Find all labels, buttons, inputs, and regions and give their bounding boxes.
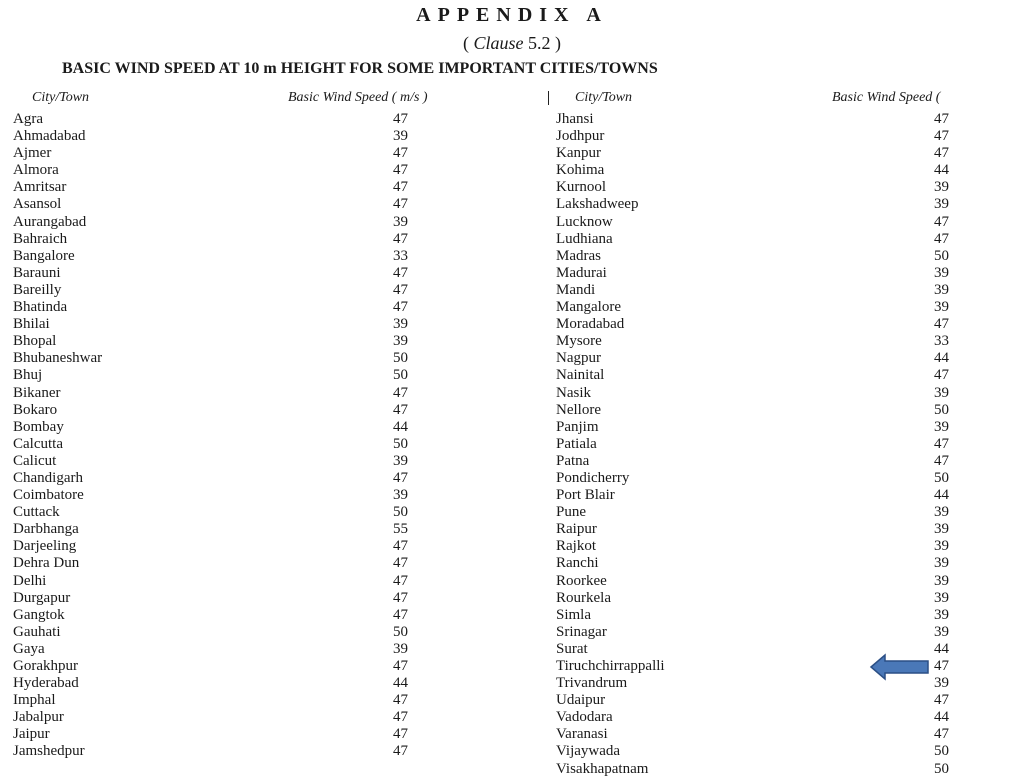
city-name: Ludhiana xyxy=(556,230,613,247)
wind-speed-value: 39 xyxy=(934,418,949,435)
table-row xyxy=(13,419,433,436)
wind-speed-value: 47 xyxy=(934,658,949,674)
city-name: Delhi xyxy=(13,572,47,589)
wind-speed-value: 47 xyxy=(393,384,408,401)
wind-speed-value: 47 xyxy=(393,709,408,726)
wind-speed-value: 39 xyxy=(934,264,949,281)
wind-speed-value: 50 xyxy=(393,504,408,521)
wind-speed-value: 47 xyxy=(393,555,408,572)
table-row xyxy=(556,350,1024,367)
wind-speed-value: 47 xyxy=(393,589,408,606)
table-row xyxy=(13,504,433,521)
city-name: Dehra Dun xyxy=(13,555,80,572)
table-row xyxy=(556,145,1024,162)
city-name: Nellore xyxy=(556,401,601,418)
city-name: Madras xyxy=(556,247,601,264)
city-name: Jabalpur xyxy=(13,709,64,726)
city-name: Amritsar xyxy=(13,179,67,196)
wind-speed-value: 39 xyxy=(934,504,949,521)
wind-speed-value: 44 xyxy=(934,162,949,179)
table-row xyxy=(13,385,433,402)
city-name: Nainital xyxy=(556,367,605,384)
city-name: Jaipur xyxy=(13,726,50,743)
wind-speed-value: 47 xyxy=(934,213,949,230)
clause-number: 5.2 ) xyxy=(523,33,561,53)
wind-speed-value: 47 xyxy=(934,435,949,452)
table-row xyxy=(13,265,433,282)
city-name: Raipur xyxy=(556,521,597,538)
city-name: Lucknow xyxy=(556,213,613,230)
table-row xyxy=(13,641,433,658)
table-row xyxy=(13,726,433,743)
table-row xyxy=(556,111,1024,128)
table-row xyxy=(556,419,1024,436)
wind-speed-value: 47 xyxy=(393,299,408,316)
wind-speed-value: 50 xyxy=(393,367,408,384)
city-name: Bikaner xyxy=(13,384,61,401)
table-row xyxy=(556,521,1024,538)
table-row xyxy=(13,333,433,350)
city-name: Calicut xyxy=(13,452,57,469)
city-name: Nagpur xyxy=(556,350,601,367)
table-row xyxy=(13,282,433,299)
table-row xyxy=(556,641,1024,658)
wind-speed-value: 47 xyxy=(393,264,408,281)
wind-speed-value: 55 xyxy=(393,521,408,538)
table-row xyxy=(13,624,433,641)
wind-speed-value: 47 xyxy=(393,692,408,709)
city-name: Visakhapatnam xyxy=(556,760,649,777)
city-name: Nasik xyxy=(556,384,591,401)
wind-speed-value: 47 xyxy=(393,230,408,247)
wind-speed-value: 47 xyxy=(393,538,408,555)
table-row xyxy=(13,658,433,675)
wind-speed-value: 39 xyxy=(934,589,949,606)
wind-speed-value: 50 xyxy=(393,623,408,640)
city-name: Jhansi xyxy=(556,111,594,127)
table-row xyxy=(556,607,1024,624)
wind-speed-value: 44 xyxy=(934,709,949,726)
wind-speed-value: 50 xyxy=(393,350,408,367)
wind-speed-value: 39 xyxy=(393,487,408,504)
table-row xyxy=(556,504,1024,521)
city-name: Gangtok xyxy=(13,606,65,623)
wind-speed-value: 44 xyxy=(393,675,408,692)
wind-speed-value: 39 xyxy=(934,675,949,692)
left-arrow-icon xyxy=(870,653,930,681)
city-name: Gorakhpur xyxy=(13,658,78,674)
table-row xyxy=(556,538,1024,555)
wind-speed-value: 33 xyxy=(393,247,408,264)
table-row xyxy=(556,573,1024,590)
wind-speed-value: 39 xyxy=(934,196,949,213)
table-row xyxy=(13,709,433,726)
city-name: Simla xyxy=(556,606,592,623)
wind-speed-value: 47 xyxy=(393,606,408,623)
city-name: Almora xyxy=(13,162,59,179)
wind-speed-value: 39 xyxy=(393,316,408,333)
city-name: Durgapur xyxy=(13,589,71,606)
city-name: Trivandrum xyxy=(556,675,628,692)
wind-speed-value: 47 xyxy=(393,743,408,760)
table-row xyxy=(13,128,433,145)
table-row xyxy=(556,214,1024,231)
wind-speed-value: 47 xyxy=(393,196,408,213)
wind-speed-value: 39 xyxy=(934,299,949,316)
clause-word: Clause xyxy=(473,33,524,53)
city-name: Patna xyxy=(556,452,590,469)
table-row xyxy=(13,607,433,624)
table-row xyxy=(13,573,433,590)
clause-open: ( xyxy=(462,33,474,53)
wind-speed-value: 47 xyxy=(934,230,949,247)
wind-speed-value: 47 xyxy=(393,401,408,418)
city-name: Bhuj xyxy=(13,367,43,384)
city-name: Kohima xyxy=(556,162,605,179)
table-row xyxy=(556,436,1024,453)
table-row xyxy=(13,367,433,384)
table-row xyxy=(13,590,433,607)
city-name: Port Blair xyxy=(556,487,615,504)
table-row xyxy=(556,658,1024,675)
city-name: Panjim xyxy=(556,418,599,435)
table-row xyxy=(13,316,433,333)
table-row xyxy=(556,470,1024,487)
table-row xyxy=(13,743,433,760)
right-city-list xyxy=(556,111,1024,778)
left-city-list xyxy=(13,111,433,761)
table-row xyxy=(556,316,1024,333)
wind-speed-value: 47 xyxy=(934,145,949,162)
table-row xyxy=(556,196,1024,213)
table-row xyxy=(13,350,433,367)
table-row xyxy=(13,299,433,316)
city-name: Vadodara xyxy=(556,709,613,726)
table-row xyxy=(556,555,1024,572)
wind-speed-value: 47 xyxy=(393,162,408,179)
city-name: Bhilai xyxy=(13,316,50,333)
city-name: Agra xyxy=(13,111,43,127)
city-name: Roorkee xyxy=(556,572,607,589)
table-row xyxy=(556,624,1024,641)
city-name: Srinagar xyxy=(556,623,607,640)
wind-speed-value: 39 xyxy=(393,640,408,657)
city-name: Kurnool xyxy=(556,179,606,196)
wind-speed-value: 50 xyxy=(934,743,949,760)
wind-speed-value: 47 xyxy=(393,179,408,196)
city-name: Barauni xyxy=(13,264,61,281)
table-row xyxy=(556,231,1024,248)
city-name: Pondicherry xyxy=(556,469,630,486)
city-name: Darbhanga xyxy=(13,521,79,538)
city-name: Rajkot xyxy=(556,538,596,555)
table-row xyxy=(556,726,1024,743)
wind-speed-value: 44 xyxy=(934,487,949,504)
city-name: Calcutta xyxy=(13,435,63,452)
city-name: Bombay xyxy=(13,418,64,435)
wind-speed-value: 39 xyxy=(934,572,949,589)
city-name: Gauhati xyxy=(13,623,61,640)
right-speed-header: Basic Wind Speed ( xyxy=(832,90,941,105)
table-row xyxy=(556,367,1024,384)
table-row xyxy=(13,162,433,179)
table-row xyxy=(556,162,1024,179)
table-row xyxy=(556,453,1024,470)
city-name: Lakshadweep xyxy=(556,196,639,213)
city-name: Vijaywada xyxy=(556,743,621,760)
wind-speed-value: 47 xyxy=(934,452,949,469)
table-row xyxy=(13,231,433,248)
city-name: Rourkela xyxy=(556,589,611,606)
table-row xyxy=(13,196,433,213)
wind-speed-value: 47 xyxy=(934,726,949,743)
wind-speed-value: 47 xyxy=(934,128,949,145)
wind-speed-value: 50 xyxy=(934,247,949,264)
city-name: Ajmer xyxy=(13,145,52,162)
wind-speed-value: 39 xyxy=(393,128,408,145)
table-row xyxy=(13,487,433,504)
city-name: Bhubaneshwar xyxy=(13,350,103,367)
table-row xyxy=(13,692,433,709)
table-row xyxy=(13,179,433,196)
table-row xyxy=(556,299,1024,316)
city-name: Bangalore xyxy=(13,247,75,264)
city-name: Bhopal xyxy=(13,333,57,350)
table-row xyxy=(556,743,1024,760)
table-row xyxy=(556,385,1024,402)
city-name: Bokaro xyxy=(13,401,58,418)
clause-reference xyxy=(0,33,1024,54)
wind-speed-value: 50 xyxy=(934,469,949,486)
city-name: Cuttack xyxy=(13,504,60,521)
city-name: Varanasi xyxy=(556,726,608,743)
table-row xyxy=(13,470,433,487)
table-row xyxy=(13,111,433,128)
city-name: Madurai xyxy=(556,264,607,281)
wind-speed-value: 39 xyxy=(934,281,949,298)
city-name: Pune xyxy=(556,504,586,521)
wind-speed-value: 39 xyxy=(934,179,949,196)
wind-speed-value: 47 xyxy=(934,692,949,709)
wind-speed-value: 39 xyxy=(393,333,408,350)
wind-speed-value: 39 xyxy=(934,555,949,572)
table-row xyxy=(13,145,433,162)
table-row xyxy=(13,453,433,470)
table-row xyxy=(13,214,433,231)
city-name: Coimbatore xyxy=(13,487,84,504)
wind-speed-value: 44 xyxy=(934,350,949,367)
table-row xyxy=(556,590,1024,607)
table-row xyxy=(13,436,433,453)
wind-speed-value: 47 xyxy=(393,658,408,674)
wind-speed-value: 47 xyxy=(393,469,408,486)
city-name: Darjeeling xyxy=(13,538,77,555)
city-name: Udaipur xyxy=(556,692,606,709)
wind-speed-value: 47 xyxy=(393,572,408,589)
table-row xyxy=(556,128,1024,145)
city-name: Imphal xyxy=(13,692,56,709)
table-row xyxy=(556,248,1024,265)
left-city-header: City/Town xyxy=(32,90,90,105)
city-name: Ahmadabad xyxy=(13,128,86,145)
table-row xyxy=(556,761,1024,778)
city-name: Jodhpur xyxy=(556,128,605,145)
wind-speed-value: 39 xyxy=(934,623,949,640)
table-title: BASIC WIND SPEED AT 10 m HEIGHT FOR SOME IMPORTANT CITIES/TOWNS xyxy=(62,60,658,77)
wind-speed-value: 50 xyxy=(934,401,949,418)
city-name: Aurangabad xyxy=(13,213,87,230)
city-name: Gaya xyxy=(13,640,45,657)
table-row xyxy=(556,692,1024,709)
table-row xyxy=(556,402,1024,419)
wind-speed-value: 44 xyxy=(393,418,408,435)
wind-speed-value: 44 xyxy=(934,640,949,657)
wind-speed-value: 33 xyxy=(934,333,949,350)
city-name: Ranchi xyxy=(556,555,599,572)
city-name: Chandigarh xyxy=(13,469,83,486)
table-row xyxy=(556,487,1024,504)
wind-speed-value: 47 xyxy=(393,111,408,127)
table-row xyxy=(556,709,1024,726)
wind-speed-value: 50 xyxy=(934,760,949,777)
wind-speed-value: 39 xyxy=(934,606,949,623)
table-row xyxy=(13,675,433,692)
appendix-title: APPENDIX A xyxy=(416,4,608,26)
wind-speed-value: 47 xyxy=(393,281,408,298)
city-name: Tiruchchirrappalli xyxy=(556,658,665,674)
city-name: Mysore xyxy=(556,333,602,350)
wind-speed-value: 47 xyxy=(934,111,949,127)
wind-speed-value: 39 xyxy=(934,521,949,538)
wind-speed-value: 50 xyxy=(393,435,408,452)
wind-speed-value: 39 xyxy=(934,384,949,401)
city-name: Jamshedpur xyxy=(13,743,85,760)
city-name: Bareilly xyxy=(13,281,62,298)
city-name: Asansol xyxy=(13,196,62,213)
left-speed-header: Basic Wind Speed ( m/s ) xyxy=(288,90,428,105)
city-name: Patiala xyxy=(556,435,597,452)
table-row xyxy=(13,521,433,538)
city-name: Hyderabad xyxy=(13,675,79,692)
city-name: Bhatinda xyxy=(13,299,68,316)
city-name: Bahraich xyxy=(13,230,68,247)
table-row xyxy=(556,282,1024,299)
table-row xyxy=(13,402,433,419)
city-name: Moradabad xyxy=(556,316,625,333)
wind-speed-value: 47 xyxy=(393,145,408,162)
table-row xyxy=(13,248,433,265)
table-row xyxy=(556,333,1024,350)
table-row xyxy=(13,538,433,555)
right-city-header: City/Town xyxy=(575,90,633,105)
wind-speed-value: 47 xyxy=(393,726,408,743)
wind-speed-value: 39 xyxy=(934,538,949,555)
city-name: Surat xyxy=(556,640,588,657)
wind-speed-value: 47 xyxy=(934,367,949,384)
table-row xyxy=(13,555,433,572)
city-name: Mangalore xyxy=(556,299,621,316)
city-name: Mandi xyxy=(556,281,596,298)
wind-speed-value: 39 xyxy=(393,452,408,469)
wind-speed-value: 47 xyxy=(934,316,949,333)
wind-speed-value: 39 xyxy=(393,213,408,230)
table-row xyxy=(556,675,1024,692)
table-row xyxy=(556,265,1024,282)
table-row xyxy=(556,179,1024,196)
column-divider xyxy=(548,91,549,105)
city-name: Kanpur xyxy=(556,145,601,162)
